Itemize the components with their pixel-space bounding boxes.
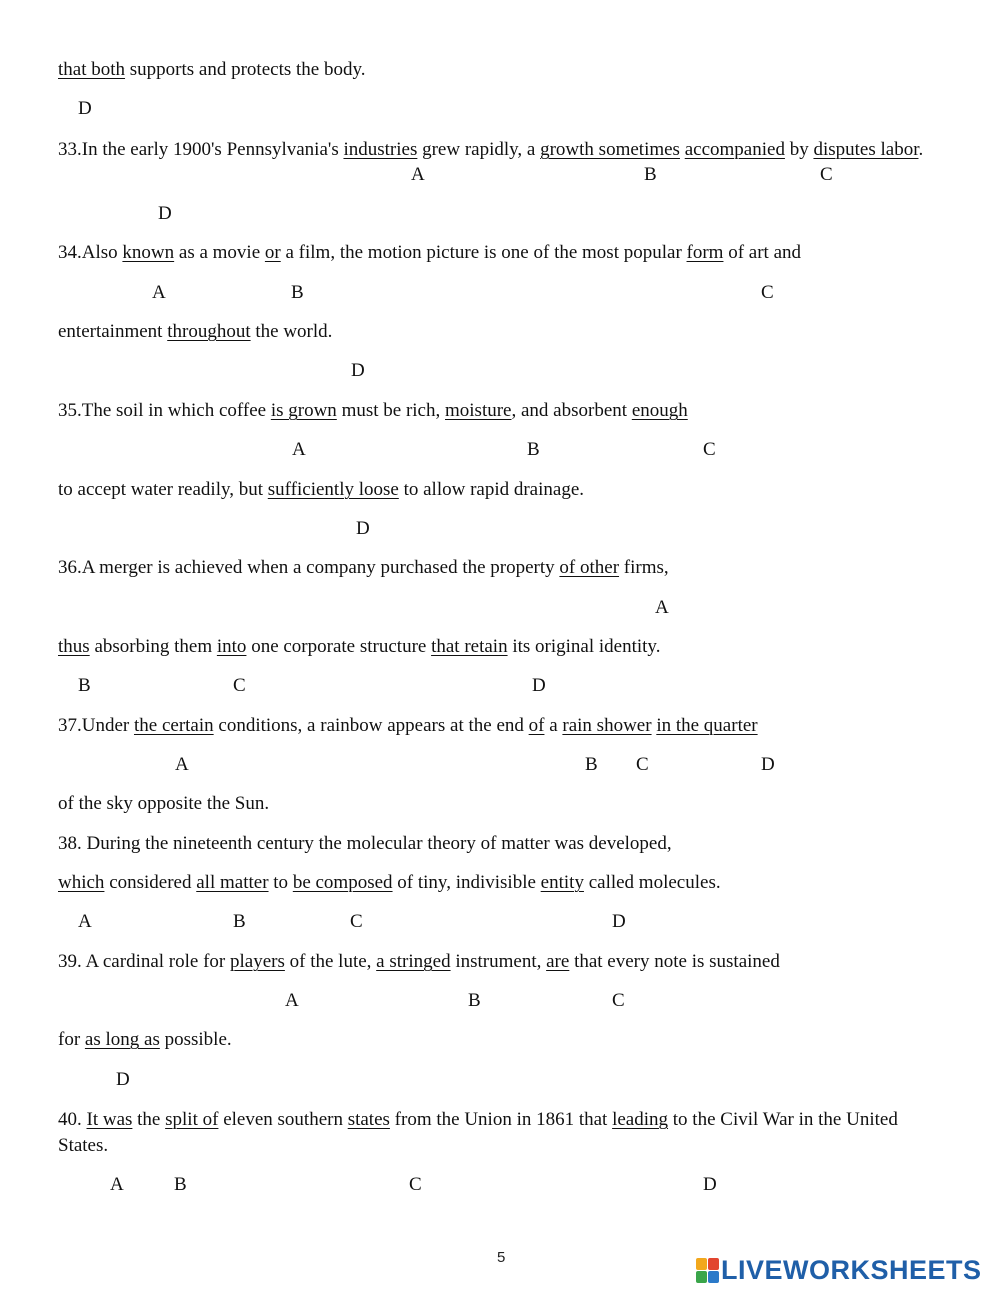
q38-option-b[interactable]: B [233,911,246,932]
q37-option-d[interactable]: D [761,754,775,775]
q39-option-c[interactable]: C [612,990,625,1011]
q35-line-1: 35.The soil in which coffee is grown must be rich, moisture, and absorbent enough [58,400,688,421]
q40-option-b[interactable]: B [174,1174,187,1195]
q40-sentence: 40. It was the split of eleven southern states from the Union in 1861 that leading to the Civil War in the United States. [58,1109,898,1156]
q36-option-c[interactable]: C [233,675,246,696]
q36-option-b[interactable]: B [78,675,91,696]
q37-option-b[interactable]: B [585,754,598,775]
liveworksheets-logo[interactable] [696,1255,982,1285]
liveworksheets-logo-icon [696,1258,718,1282]
q35-line-2: to accept water readily, but sufficiently loose to allow rapid drainage. [58,479,585,500]
q38-option-d[interactable]: D [612,911,626,932]
logo-tile [708,1271,719,1283]
logo-tile [696,1271,707,1283]
q36-option-a[interactable]: A [655,597,669,618]
q35-option-c[interactable]: C [703,439,716,460]
q36-line-2: thus absorbing them into one corporate structure that retain its original identity. [58,636,661,657]
q33-sentence: 33.In the early 1900's Pennsylvania's industries grew rapidly, a growth sometimes accompanied by disputes labor. [58,139,924,160]
q38-option-c[interactable]: C [350,911,363,932]
q38-option-a[interactable]: A [78,911,92,932]
q39-option-d[interactable]: D [116,1069,130,1090]
q32-option-d[interactable]: D [78,98,92,119]
q40-option-d[interactable]: D [703,1174,717,1195]
q34-option-c[interactable]: C [761,282,774,303]
q38-line-1: 38. During the nineteenth century the molecular theory of matter was developed, [58,833,672,854]
q34-option-b[interactable]: B [291,282,304,303]
q37-line-2: of the sky opposite the Sun. [58,793,270,814]
logo-text: LIVEWORKSHEETS [721,1255,982,1285]
q39-line-2: for as long as possible. [58,1029,232,1050]
q40-option-c[interactable]: C [409,1174,422,1195]
q35-option-a[interactable]: A [292,439,306,460]
q39-line-1: 39. A cardinal role for players of the lute, a stringed instrument, are that every note is sustained [58,951,780,972]
q34-option-d[interactable]: D [351,360,365,381]
q32-line-end: that both supports and protects the body. [58,59,366,80]
q36-option-d[interactable]: D [532,675,546,696]
q33-option-c[interactable]: C [820,164,833,185]
q35-option-d[interactable]: D [356,518,370,539]
logo-tile [708,1258,719,1270]
q37-option-c[interactable]: C [636,754,649,775]
q38-line-2: which considered all matter to be composed of tiny, indivisible entity called molecules. [58,872,721,893]
q39-option-a[interactable]: A [285,990,299,1011]
q34-line-2: entertainment throughout the world. [58,321,333,342]
page-number: 5 [497,1249,506,1266]
q35-option-b[interactable]: B [527,439,540,460]
logo-tile [696,1258,707,1270]
q40-option-a[interactable]: A [110,1174,124,1195]
q37-line-1: 37.Under the certain conditions, a rainbow appears at the end of a rain shower in the quarter [58,715,758,736]
q37-option-a[interactable]: A [175,754,189,775]
q33-option-a[interactable]: A [411,164,425,185]
q33-option-d[interactable]: D [158,203,172,224]
q34-line-1: 34.Also known as a movie or a film, the motion picture is one of the most popular form of art and [58,242,802,263]
q34-option-a[interactable]: A [152,282,166,303]
q33-option-b[interactable]: B [644,164,657,185]
q39-option-b[interactable]: B [468,990,481,1011]
q36-line-1: 36.A merger is achieved when a company purchased the property of other firms, [58,557,669,578]
